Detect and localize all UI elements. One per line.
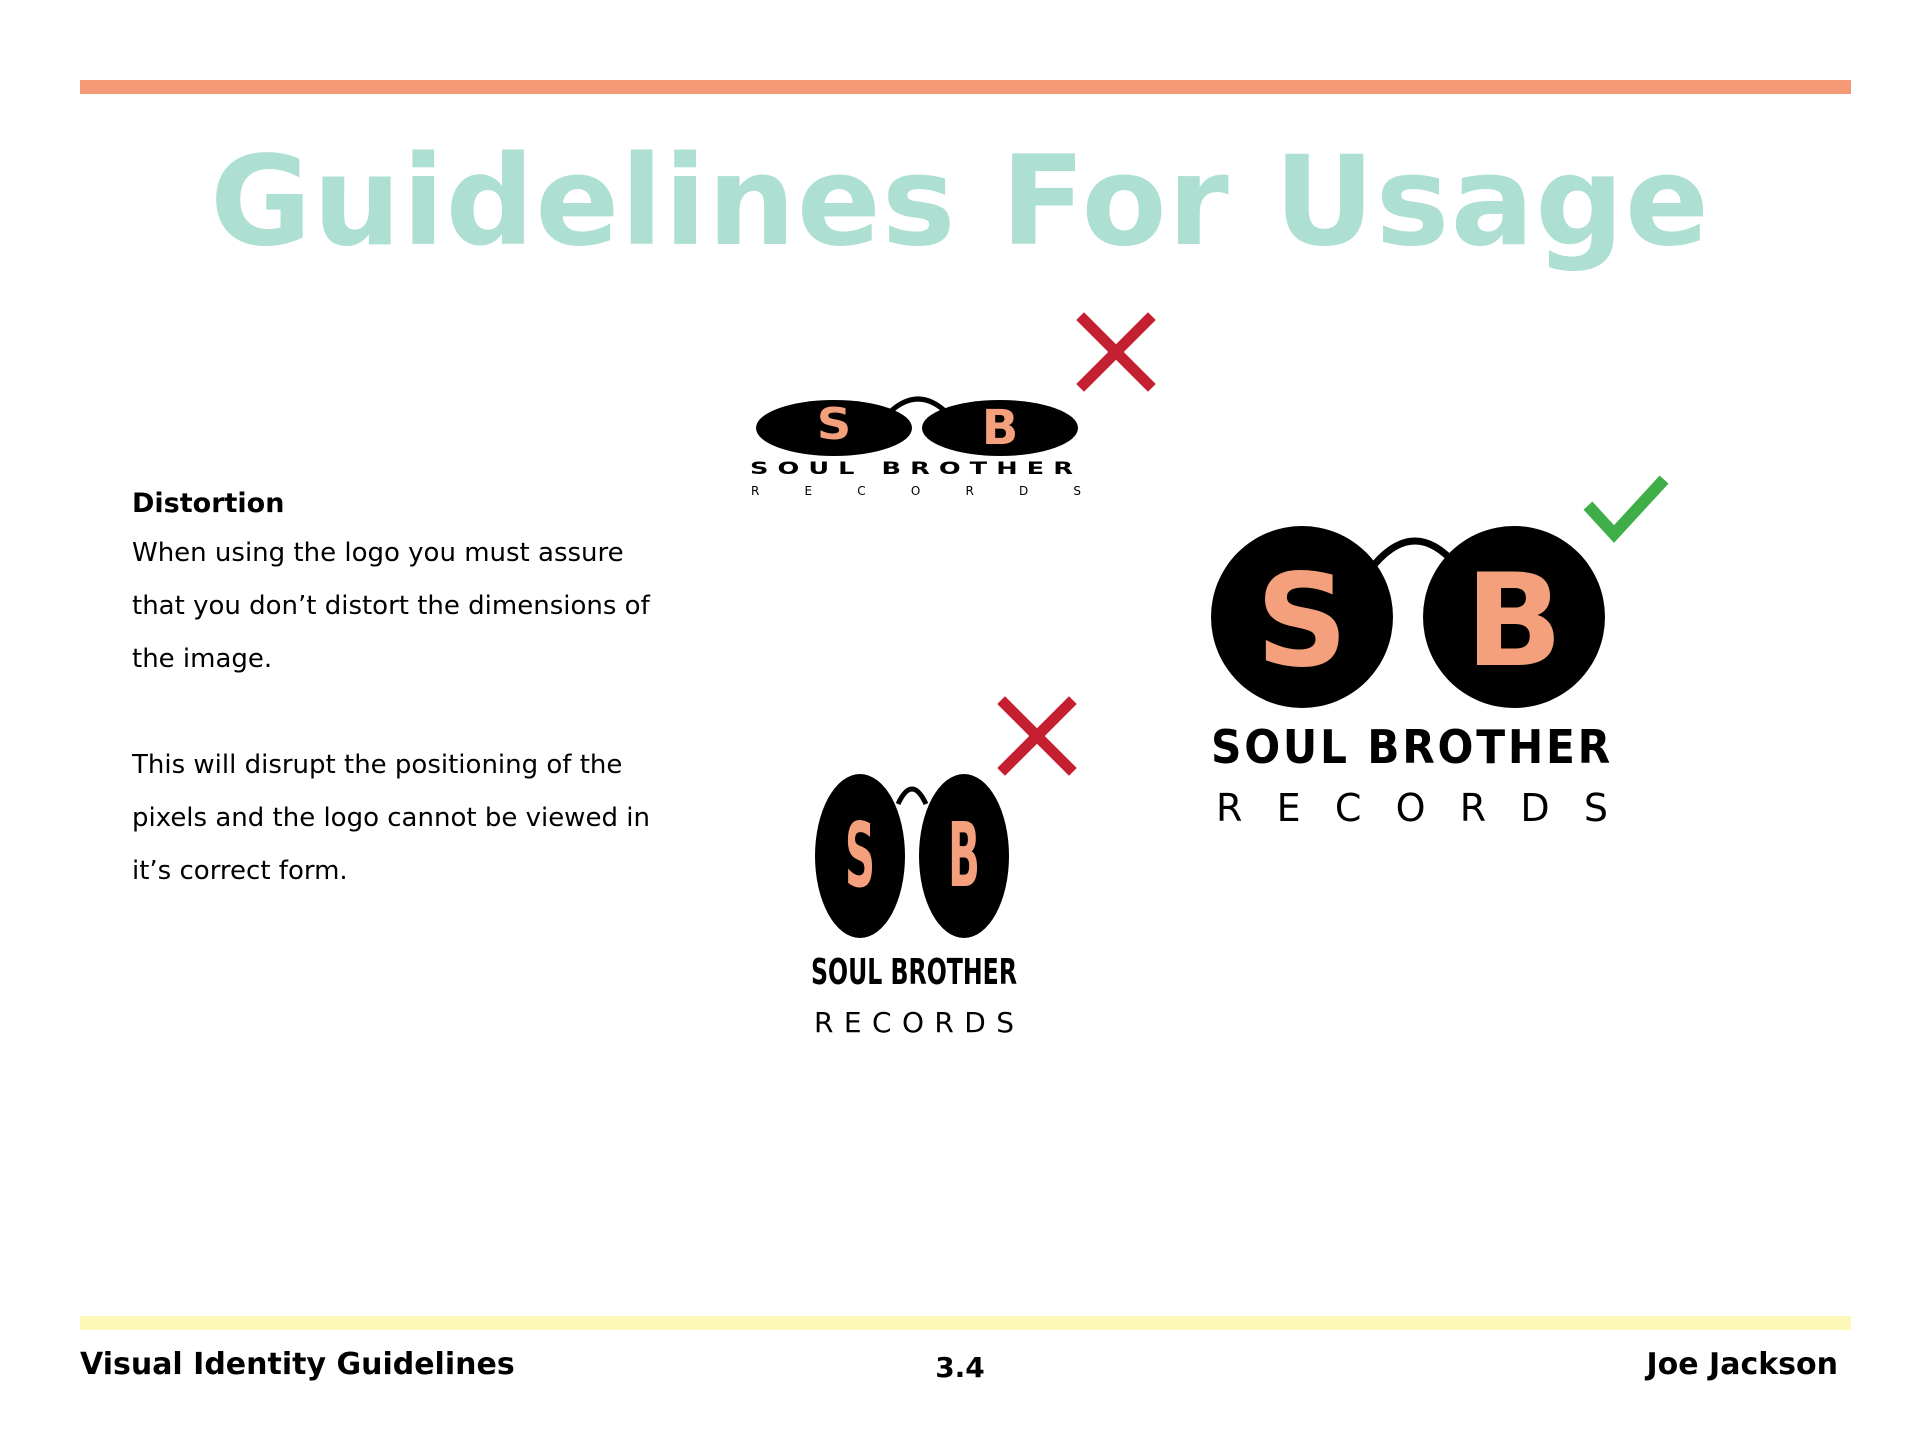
footer-document-title: Visual Identity Guidelines bbox=[80, 1347, 515, 1382]
logo-letter-s: S bbox=[844, 802, 876, 908]
logo-letter-s: S bbox=[1255, 547, 1349, 696]
logo-letter-b: B bbox=[947, 802, 981, 908]
logo-subname: RECORDS bbox=[751, 484, 1081, 498]
top-rule bbox=[80, 80, 1851, 94]
page-title: Guidelines For Usage bbox=[209, 130, 1710, 274]
logo-name: SOUL BROTHER bbox=[811, 952, 1017, 993]
cross-icon bbox=[1076, 312, 1156, 392]
paragraph-line: the image. bbox=[132, 644, 273, 674]
horizontally-stretched-logo bbox=[748, 392, 1088, 502]
correct-logo bbox=[1210, 525, 1630, 830]
section-heading: Distortion bbox=[132, 488, 285, 519]
logo-subname: RECORDS bbox=[1216, 786, 1608, 830]
vertically-stretched-logo bbox=[810, 770, 1020, 1042]
logo-name: SOUL BROTHER bbox=[750, 459, 1082, 479]
paragraph-line: pixels and the logo cannot be viewed in bbox=[132, 803, 650, 833]
paragraph-gap bbox=[132, 686, 652, 739]
paragraph-line: that you don’t distort the dimensions of bbox=[132, 591, 650, 621]
logo-letter-b: B bbox=[981, 400, 1019, 456]
logo-letter-s: S bbox=[816, 399, 852, 450]
paragraph-line: it’s correct form. bbox=[132, 856, 348, 886]
distortion-section bbox=[132, 488, 652, 898]
page-number: 3.4 bbox=[935, 1351, 985, 1384]
paragraph-line: When using the logo you must assure bbox=[132, 538, 624, 568]
logo-letter-b: B bbox=[1465, 547, 1563, 696]
footer-author: Joe Jackson bbox=[1646, 1347, 1838, 1382]
bottom-rule bbox=[80, 1316, 1851, 1330]
logo-subname: RECORDS bbox=[814, 1006, 1014, 1039]
cross-icon bbox=[997, 696, 1077, 776]
check-icon bbox=[1586, 476, 1666, 544]
logo-name: SOUL BROTHER bbox=[1211, 720, 1613, 774]
paragraph-line: This will disrupt the positioning of the bbox=[132, 750, 623, 780]
